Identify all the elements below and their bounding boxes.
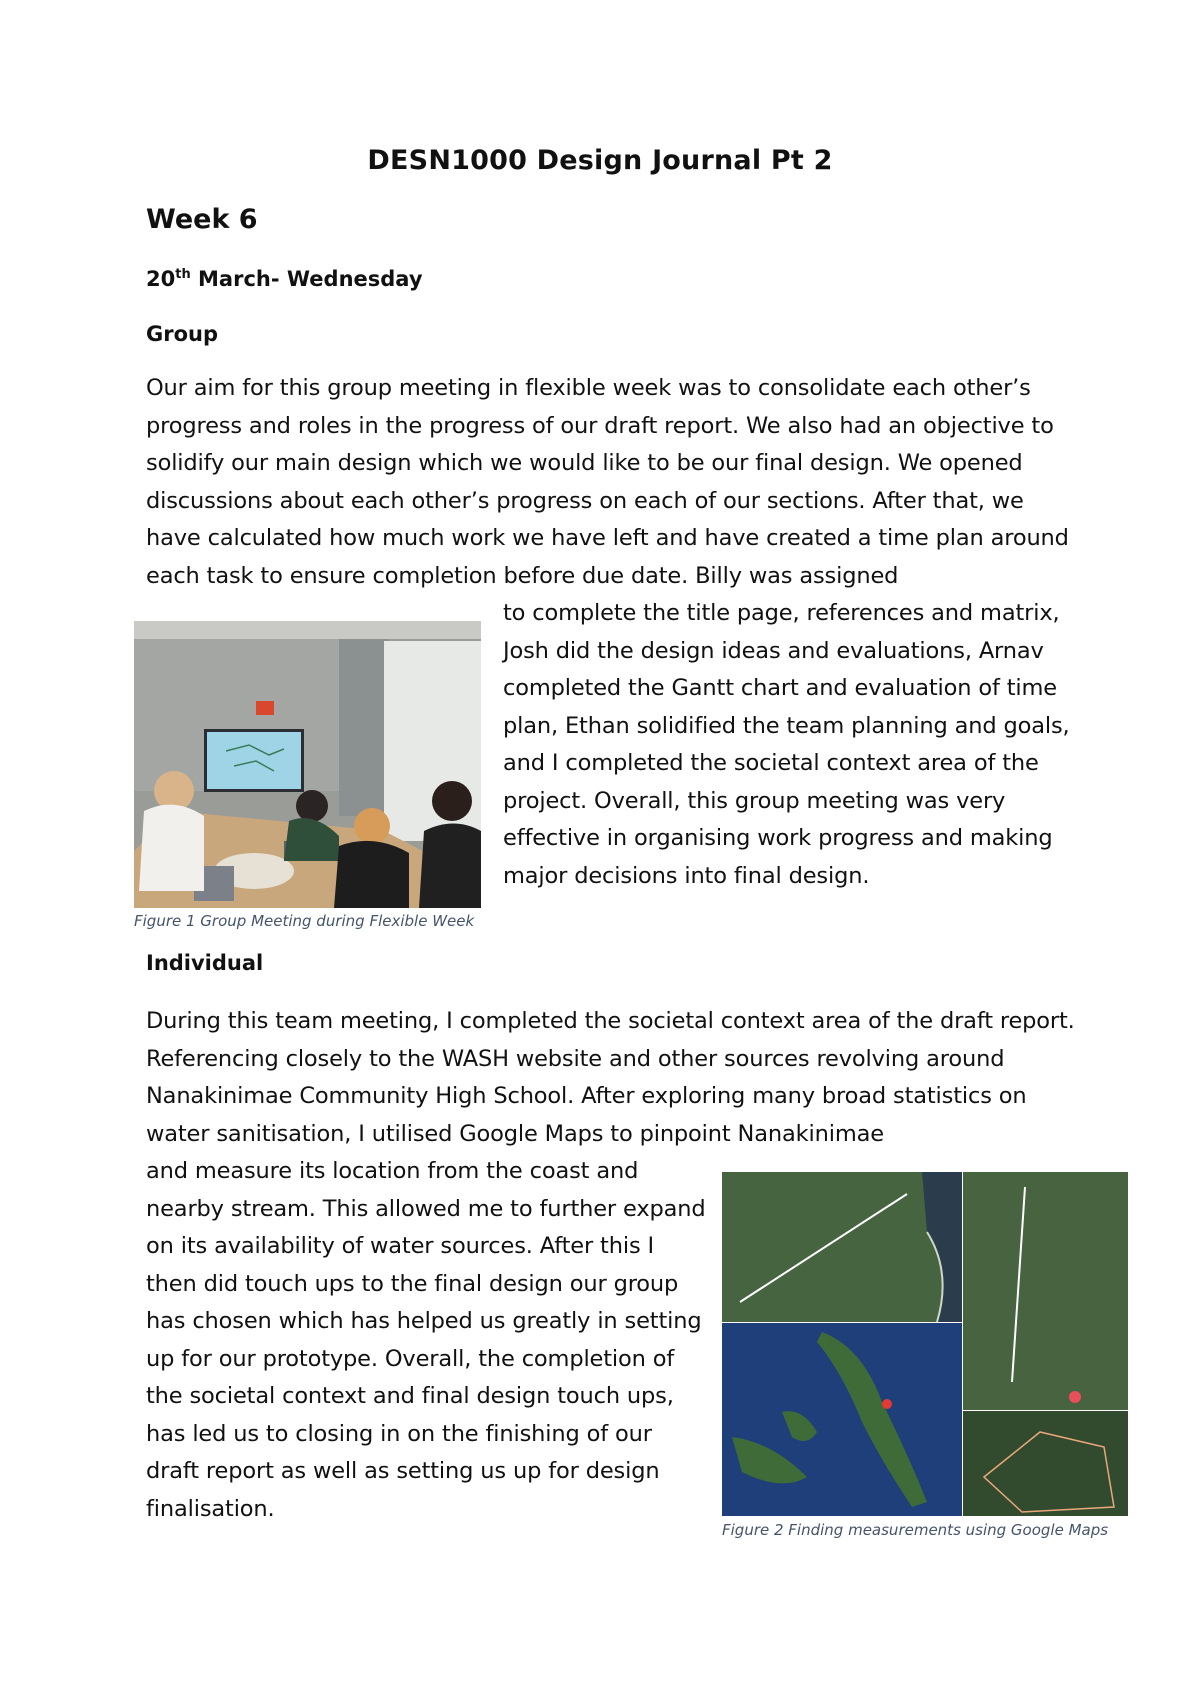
- figure-1-caption: Figure 1 Group Meeting during Flexible Week: [134, 912, 475, 930]
- individual-heading: Individual: [146, 951, 264, 975]
- individual-paragraph: During this team meeting, I completed the societal context area of the draft report. Referencing closely to the WASH website and other sources revolving around Nanakinimae Community High School. After exploring many broad statistics on water sanitisation, I utilised Google Maps to pinpoint Nanakinimae: [146, 1008, 1075, 1147]
- individual-paragraph-continued: and measure its location from the coast and nearby stream. This allowed me to further expand on its availability of water sources. After this I then did touch ups to the final design our group has chosen which has helped us greatly in setting up for our prototype. Overall, the completion of the societal context and final design touch ups, has led us to closing in on the finishing of our draft report as well as setting us up for design finalisation.: [146, 1158, 706, 1522]
- google-maps-collage: [722, 1172, 1128, 1516]
- page-title: DESN1000 Design Journal Pt 2: [367, 145, 833, 176]
- date-day: 20: [146, 267, 176, 291]
- group-paragraph-continued: to complete the title page, references and matrix, Josh did the design ideas and evaluations, Arnav completed the Gantt chart and evaluation of time plan, Ethan solidified the team planning and goals, and I completed the societal context area of the project. Overall, this group meeting was very effective in organising work progress and making major decisions into final design.: [503, 600, 1070, 889]
- date-heading: [146, 267, 423, 291]
- date-rest: March- Wednesday: [190, 267, 423, 291]
- week-heading: Week 6: [146, 204, 258, 235]
- figure-2-caption: Figure 2 Finding measurements using Google Maps: [722, 1521, 1109, 1539]
- group-heading: Group: [146, 322, 219, 346]
- group-meeting-photo: [134, 621, 481, 908]
- date-suffix: th: [175, 267, 191, 282]
- group-paragraph: Our aim for this group meeting in flexible week was to consolidate each other’s progress and roles in the progress of our draft report. We also had an objective to solidify our main design which we would like to be our final design. We opened discussions about each other’s progress on each of our sections. After that, we have calculated how much work we have left and have created a time plan around each task to ensure completion before due date. Billy was assigned: [146, 375, 1069, 589]
